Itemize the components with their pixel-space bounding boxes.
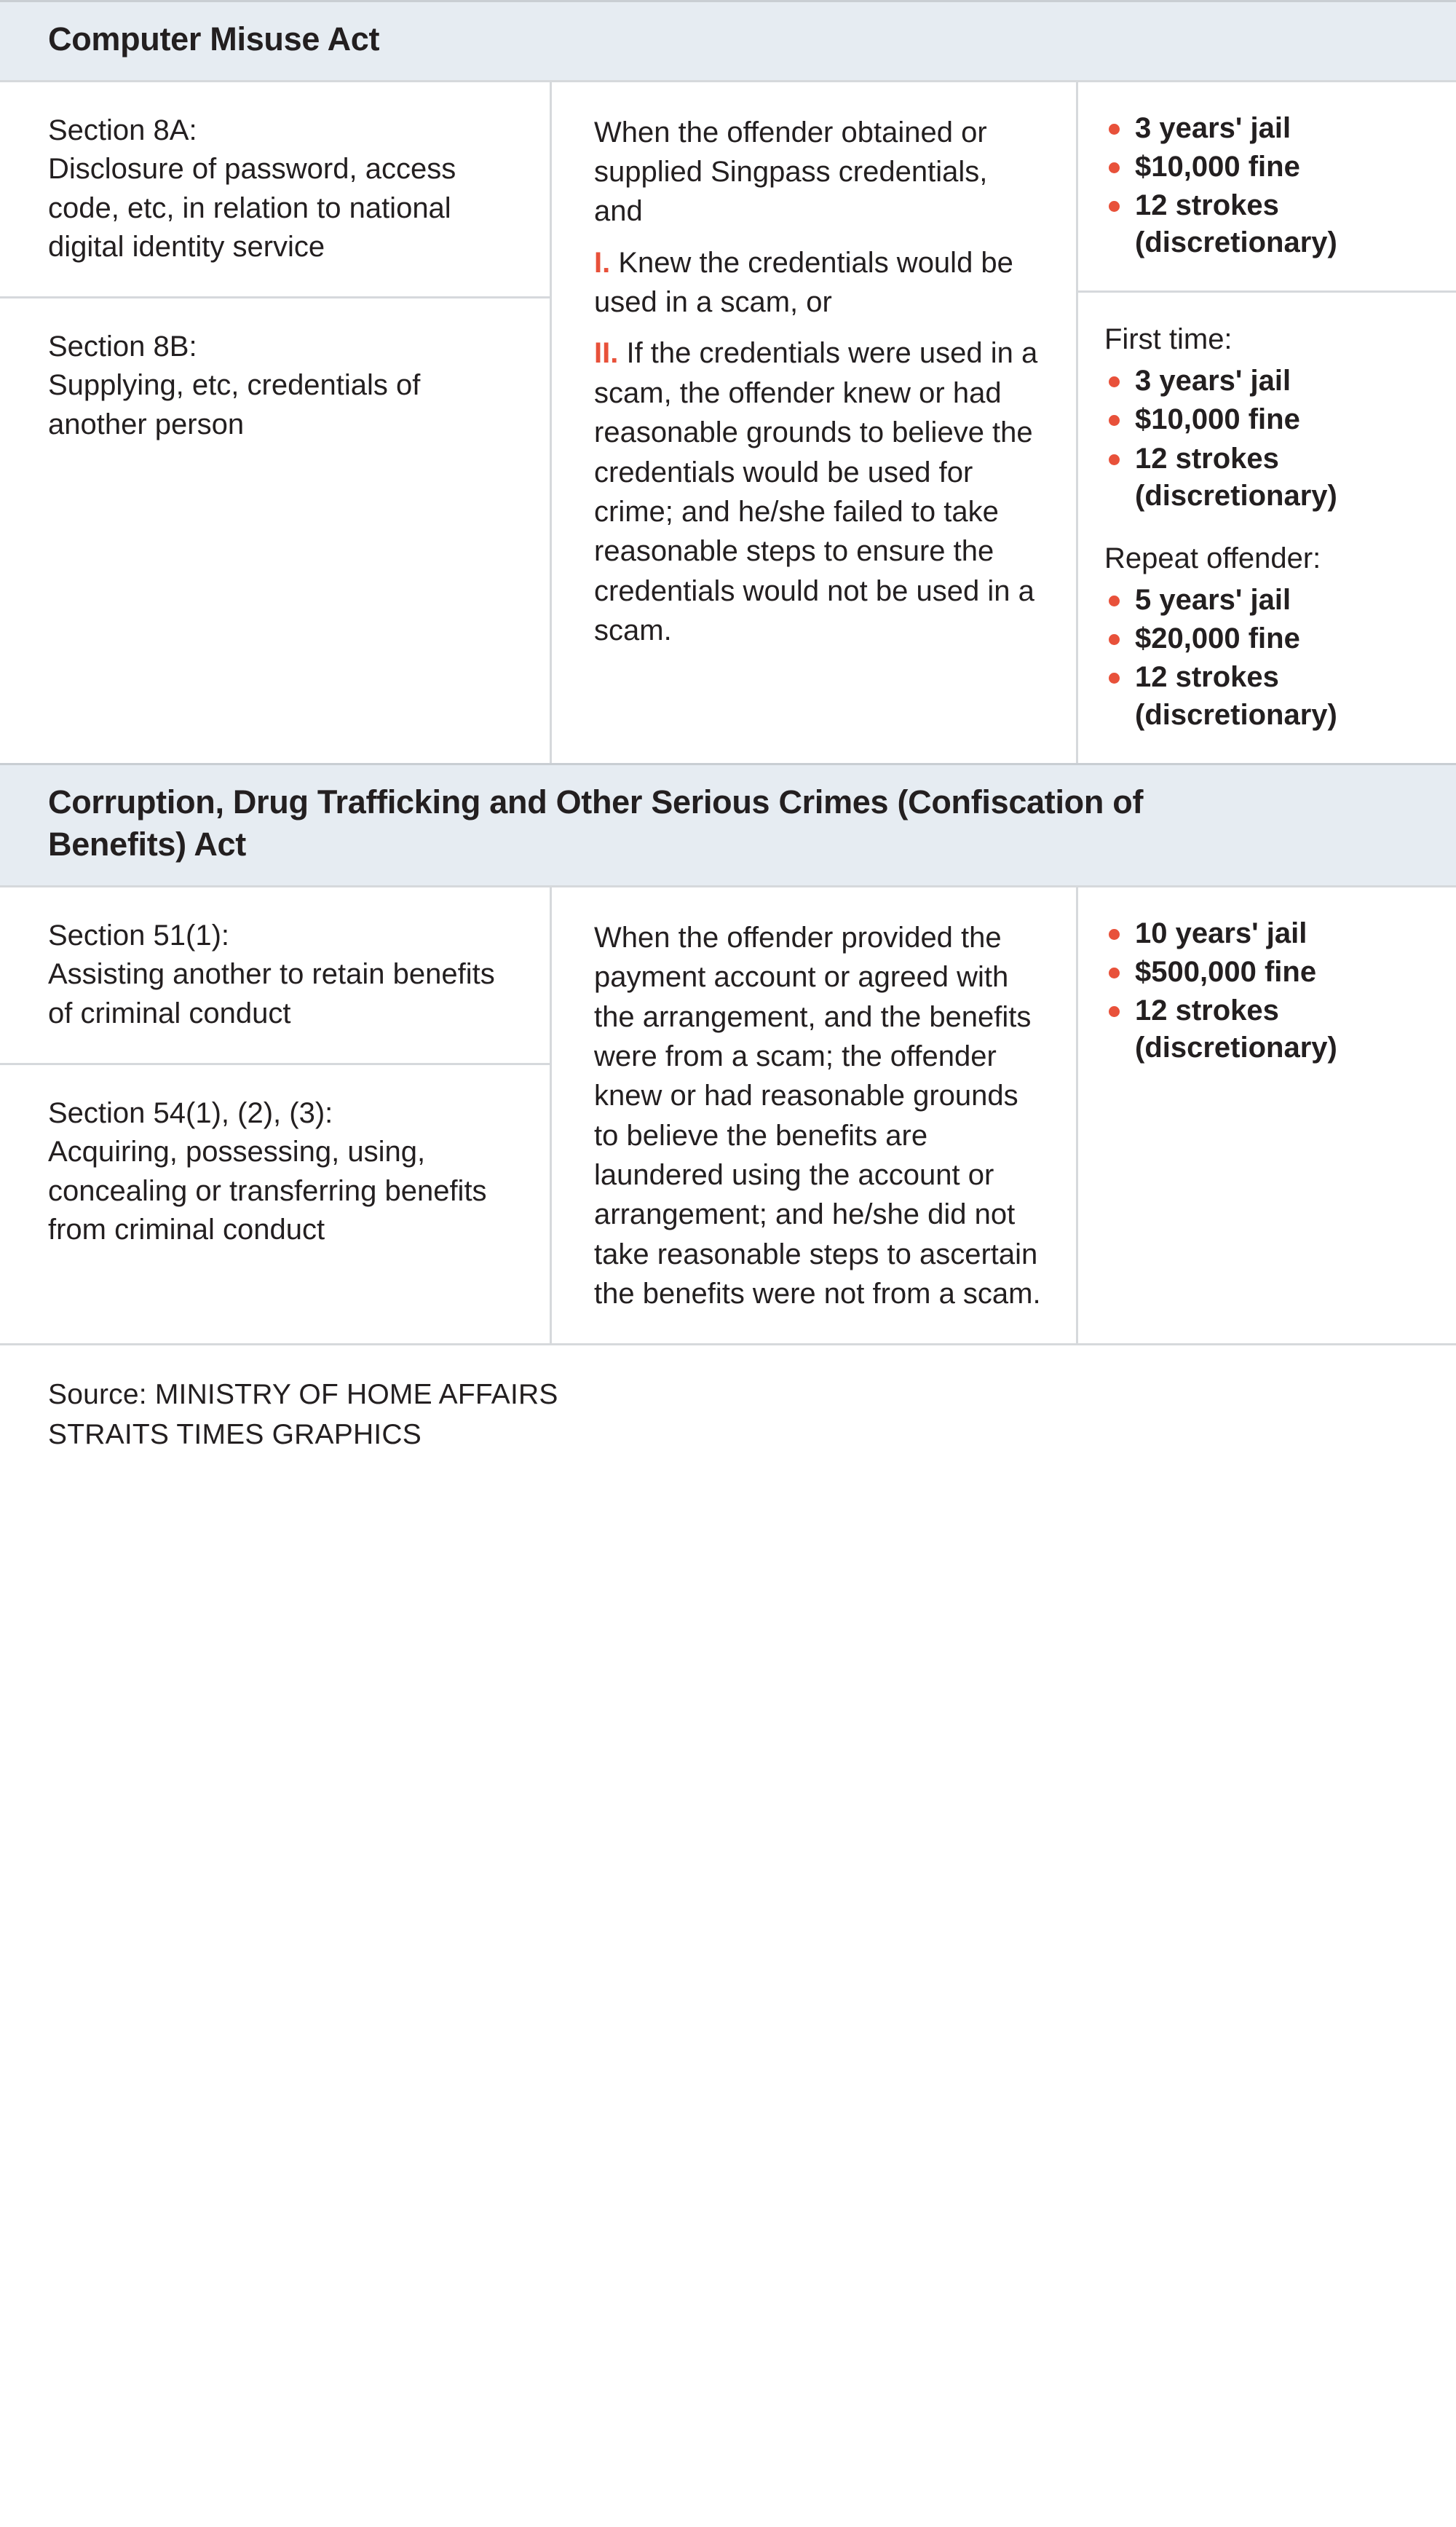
penalty-cell — [1078, 887, 1456, 1096]
penalty-text: 3 years' jail — [1135, 111, 1291, 144]
penalty-text: $500,000 fine — [1135, 955, 1317, 988]
penalty-text: 3 years' jail — [1135, 365, 1291, 398]
bullet-dot-icon — [1109, 596, 1120, 606]
condition-column — [550, 82, 1076, 763]
condition-item — [594, 243, 1044, 323]
penalty-list — [1104, 110, 1434, 262]
bullet-dot-icon — [1109, 1006, 1120, 1017]
act-table-computer-misuse — [0, 80, 1456, 763]
act-header-computer-misuse — [0, 0, 1456, 80]
table-row — [0, 1063, 550, 1279]
penalty-note: (discretionary) — [1135, 479, 1337, 512]
penalty-list — [1104, 363, 1434, 515]
list-item — [1104, 915, 1434, 952]
bullet-dot-icon — [1109, 673, 1120, 684]
list-item — [1104, 954, 1434, 991]
offence-description: Disclosure of password, access code, etc, in relation to national digital identity service — [48, 153, 456, 264]
penalty-note: (discretionary) — [1135, 226, 1337, 259]
list-item — [1104, 401, 1434, 438]
bullet-dot-icon — [1109, 376, 1120, 387]
list-item — [1104, 582, 1434, 619]
condition-intro: When the offender provided the payment account or agreed with the arrangement, and the benefits were from a scam; the offender knew or had reasonable grounds to believe the benefits are laundered using the account or arrangement; and he/she did not take reasonable steps to ascertain the benefits were not from a scam. — [594, 921, 1041, 1310]
footer — [0, 1343, 1456, 1455]
penalty-list — [1104, 582, 1434, 734]
offence-column — [0, 82, 550, 763]
table-row — [0, 887, 550, 1063]
condition-item-text: If the credentials were used in a scam, the offender knew or had reasonable grounds to believe the credentials would be used for crime; and he/she failed to take reasonable steps to ensure the credentials would not be used in a scam. — [594, 337, 1038, 647]
bullet-dot-icon — [1109, 162, 1120, 173]
bullet-dot-icon — [1109, 634, 1120, 645]
penalty-group — [1104, 110, 1434, 262]
penalty-text: 12 strokes — [1135, 189, 1279, 221]
penalty-text: $10,000 fine — [1135, 403, 1300, 436]
roman-numeral-marker: II. — [594, 337, 619, 370]
bullet-dot-icon — [1109, 124, 1120, 135]
act-title: Computer Misuse Act — [48, 20, 380, 58]
penalty-group-label: Repeat offender: — [1104, 542, 1321, 574]
bullet-dot-icon — [1109, 415, 1120, 426]
penalty-text: $10,000 fine — [1135, 150, 1300, 183]
offence-section-label: Section 8B: — [48, 330, 197, 363]
list-item — [1104, 363, 1434, 400]
penalty-group — [1104, 915, 1434, 1067]
roman-numeral-marker: I. — [594, 246, 611, 279]
condition-column — [550, 887, 1076, 1343]
list-item — [1104, 659, 1434, 733]
list-item — [1104, 440, 1434, 515]
penalty-text: 12 strokes — [1135, 661, 1279, 694]
list-item — [1104, 187, 1434, 261]
penalty-cell — [1078, 290, 1456, 763]
list-item — [1104, 149, 1434, 186]
penalty-note: (discretionary) — [1135, 1032, 1337, 1064]
credit-line: STRAITS TIMES GRAPHICS — [48, 1419, 422, 1451]
table-row — [0, 296, 550, 474]
condition-intro: When the offender obtained or supplied Singpass credentials, and — [594, 116, 988, 228]
penalty-text: 10 years' jail — [1135, 917, 1307, 949]
act-header-cdsa — [0, 763, 1456, 885]
bullet-dot-icon — [1109, 968, 1120, 978]
penalty-group — [1104, 320, 1434, 515]
penalty-note: (discretionary) — [1135, 698, 1337, 731]
offence-description: Assisting another to retain benefits of criminal conduct — [48, 958, 495, 1029]
offence-section-label: Section 8A: — [48, 114, 197, 146]
list-item — [1104, 110, 1434, 147]
offence-column — [0, 887, 550, 1343]
act-title: Corruption, Drug Trafficking and Other Serious Crimes (Confiscation of Benefits) Act — [48, 783, 1144, 863]
bullet-dot-icon — [1109, 929, 1120, 940]
penalty-text: $20,000 fine — [1135, 622, 1300, 655]
table-row — [0, 82, 550, 296]
list-item — [1104, 620, 1434, 657]
penalty-group — [1104, 539, 1434, 734]
act-table-cdsa — [0, 885, 1456, 1343]
penalty-text: 12 strokes — [1135, 994, 1279, 1027]
penalty-cell — [1078, 82, 1456, 291]
offence-section-label: Section 51(1): — [48, 919, 230, 952]
offence-description: Supplying, etc, credentials of another person — [48, 369, 421, 441]
penalty-list — [1104, 915, 1434, 1067]
penalty-column — [1076, 887, 1456, 1343]
condition-item — [594, 333, 1044, 650]
bullet-dot-icon — [1109, 454, 1120, 465]
penalty-column — [1076, 82, 1456, 763]
penalty-text: 5 years' jail — [1135, 584, 1291, 616]
penalty-text: 12 strokes — [1135, 442, 1279, 475]
offence-description: Acquiring, possessing, using, concealing or transferring benefits from criminal conduct — [48, 1136, 487, 1246]
source-line: Source: MINISTRY OF HOME AFFAIRS — [48, 1378, 558, 1410]
list-item — [1104, 992, 1434, 1067]
condition-item-text: Knew the credentials would be used in a scam, or — [594, 246, 1013, 319]
offence-section-label: Section 54(1), (2), (3): — [48, 1096, 333, 1129]
penalty-group-label: First time: — [1104, 323, 1233, 356]
bullet-dot-icon — [1109, 201, 1120, 212]
